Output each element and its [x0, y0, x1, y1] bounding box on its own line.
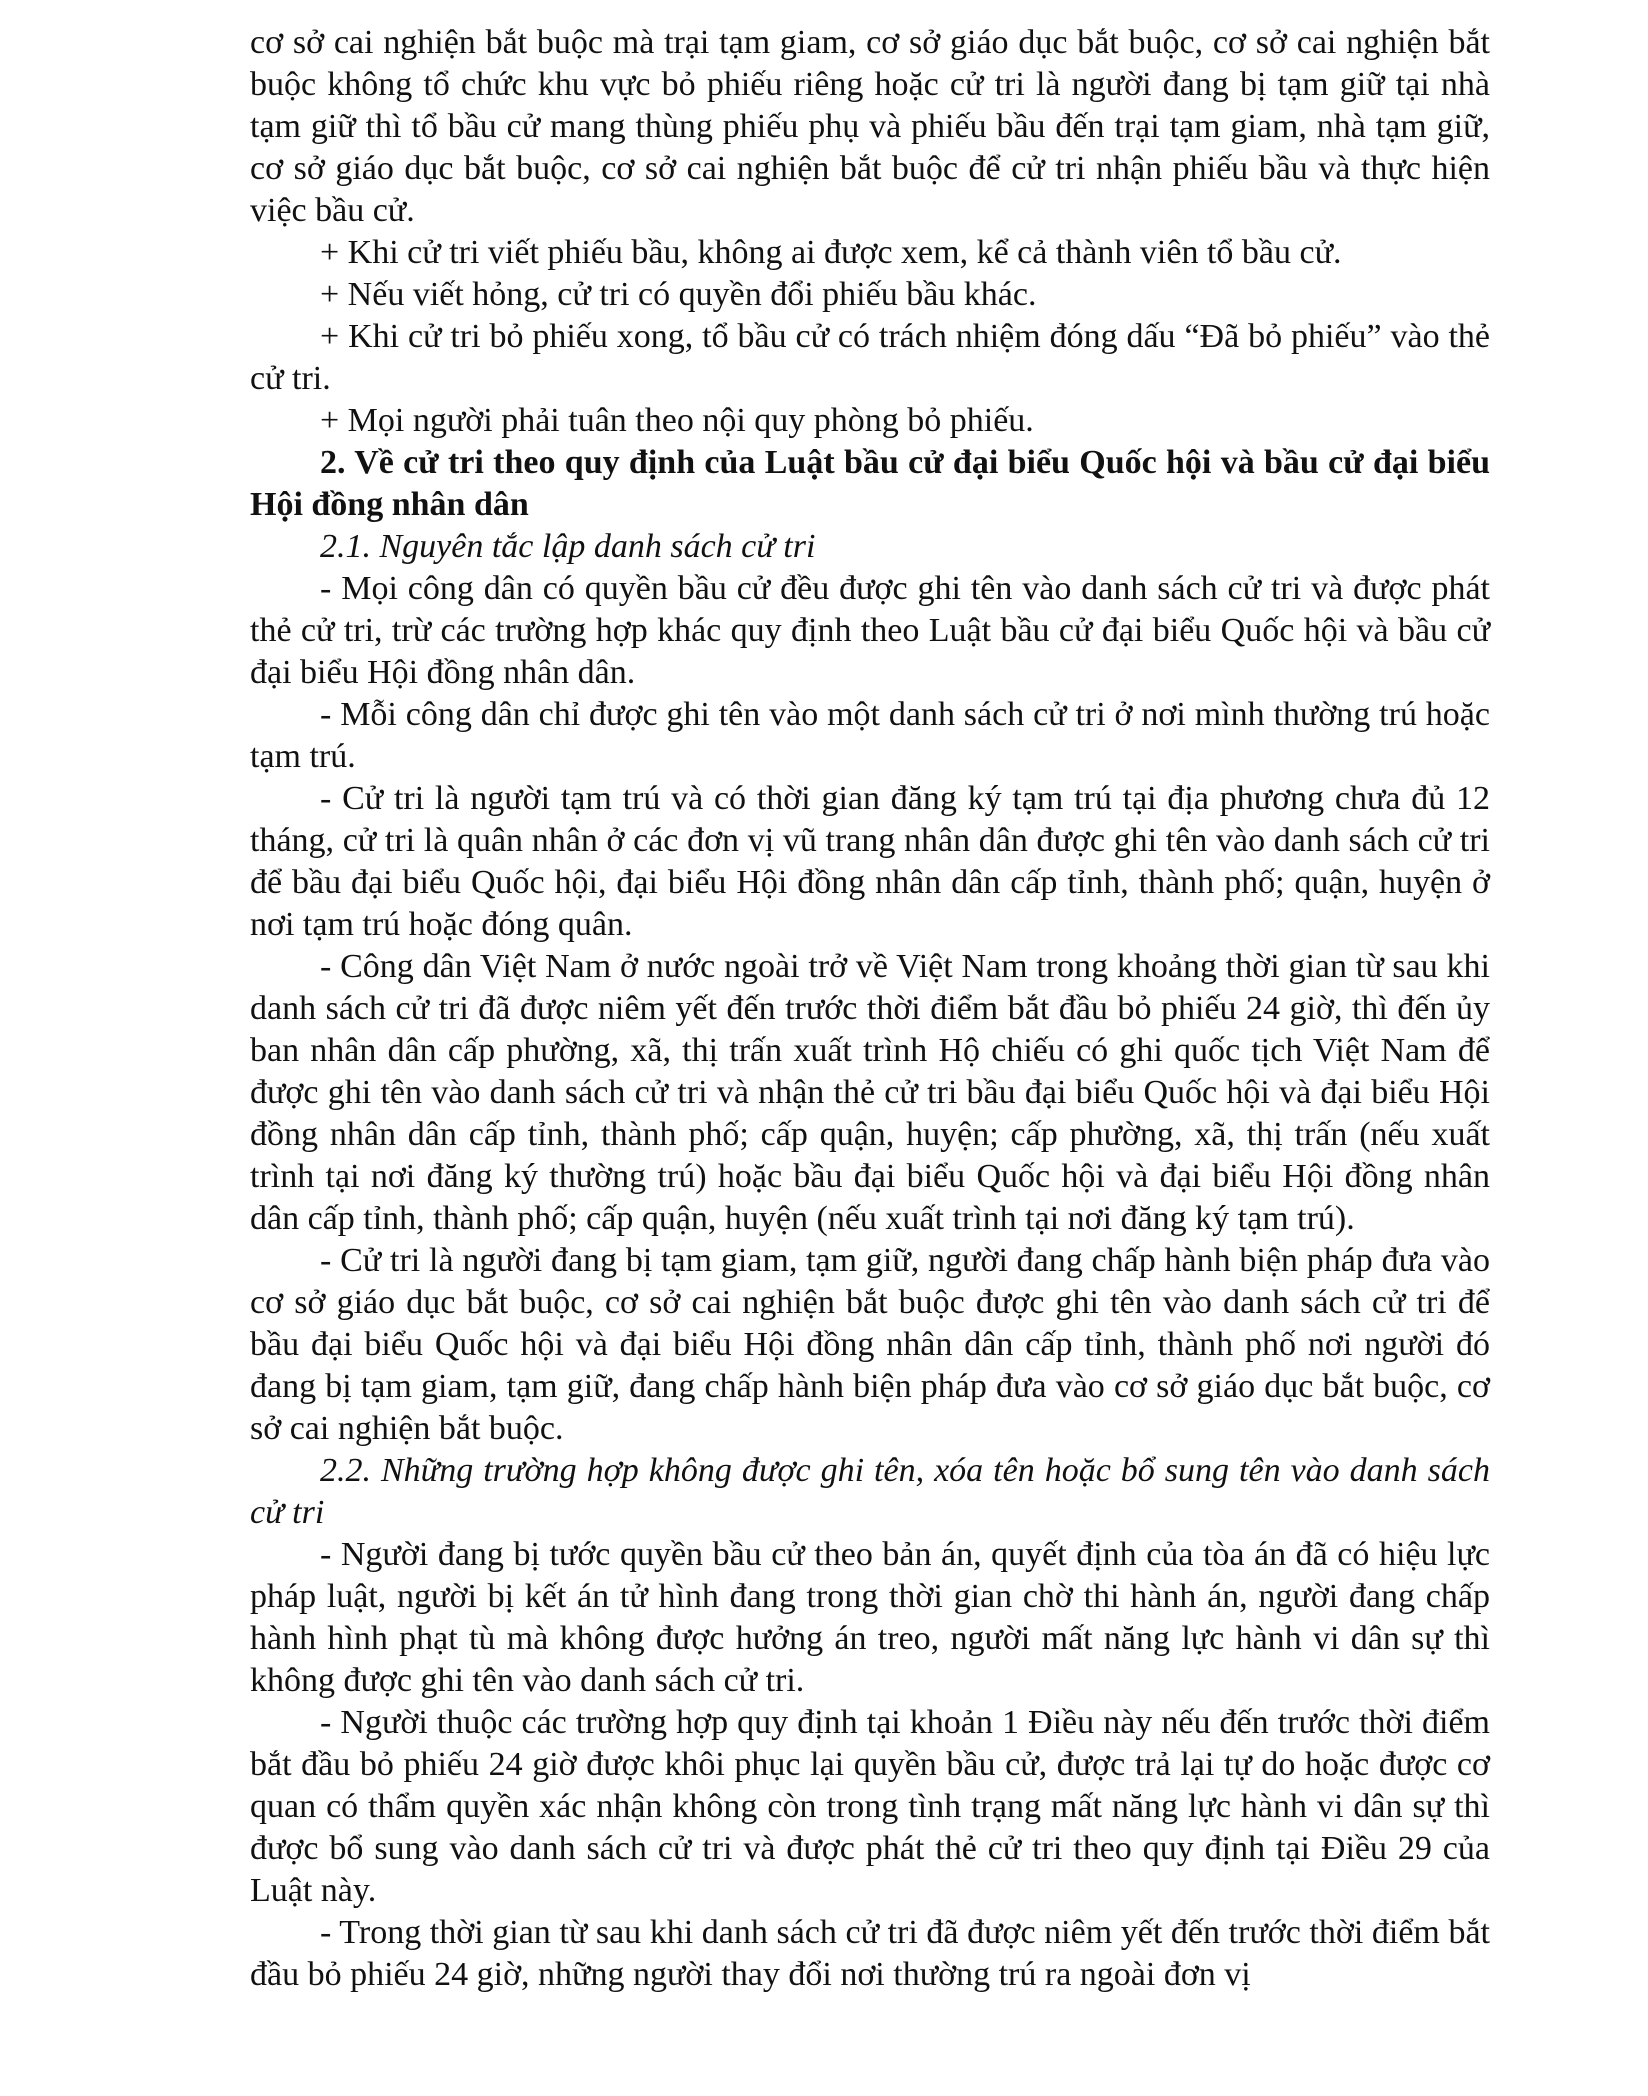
- paragraph-bullet-rules: + Mọi người phải tuân theo nội quy phòng bỏ phiếu.: [320, 402, 1034, 439]
- paragraph-change-residence: - Trong thời gian từ sau khi danh sách cử tri đã được niêm yết đến trước thời điểm bắt đầu bỏ phiếu 24 giờ, những người thay đổi nơi thường trú ra ngoài đơn vị: [250, 1914, 1490, 1993]
- document-page: [250, 22, 1490, 1996]
- paragraph-all-citizens: - Mọi công dân có quyền bầu cử đều được ghi tên vào danh sách cử tri và được phát thẻ cử tri, trừ các trường hợp khác quy định theo Luật bầu cử đại biểu Quốc hội và bầu cử đại biểu Hội đồng nhân dân.: [250, 570, 1490, 691]
- paragraph-bullet-no-viewing: + Khi cử tri viết phiếu bầu, không ai được xem, kể cả thành viên tổ bầu cử.: [320, 234, 1342, 271]
- paragraph-bullet-stamp-card: + Khi cử tri bỏ phiếu xong, tổ bầu cử có trách nhiệm đóng dấu “Đã bỏ phiếu” vào thẻ cử tri.: [250, 318, 1490, 397]
- paragraph-bullet-spoiled-ballot: + Nếu viết hỏng, cử tri có quyền đổi phiếu bầu khác.: [320, 276, 1037, 313]
- section-heading-2: 2. Về cử tri theo quy định của Luật bầu cử đại biểu Quốc hội và bầu cử đại biểu Hội đồng nhân dân: [250, 444, 1490, 523]
- paragraph-overseas-citizens: - Công dân Việt Nam ở nước ngoài trở về Việt Nam trong khoảng thời gian từ sau khi danh sách cử tri đã được niêm yết đến trước thời điểm bắt đầu bỏ phiếu 24 giờ, thì đến ủy ban nhân dân cấp phường, xã, thị trấn xuất trình Hộ chiếu có ghi quốc tịch Việt Nam để được ghi tên vào danh sách cử tri và nhận thẻ cử tri bầu đại biểu Quốc hội và đại biểu Hội đồng nhân dân cấp tỉnh, thành phố; cấp quận, huyện; cấp phường, xã, thị trấn (nếu xuất trình tại nơi đăng ký thường trú) hoặc bầu đại biểu Quốc hội và đại biểu Hội đồng nhân dân cấp tỉnh, thành phố; cấp quận, huyện (nếu xuất trình tại nơi đăng ký tạm trú).: [250, 948, 1490, 1237]
- paragraph-continuation: cơ sở cai nghiện bắt buộc mà trại tạm giam, cơ sở giáo dục bắt buộc, cơ sở cai nghiện bắt buộc không tổ chức khu vực bỏ phiếu riêng hoặc cử tri là người đang bị tạm giữ tại nhà tạm giữ thì tổ bầu cử mang thùng phiếu phụ và phiếu bầu đến trại tạm giam, nhà tạm giữ, cơ sở giáo dục bắt buộc, cơ sở cai nghiện bắt buộc để cử tri nhận phiếu bầu và thực hiện việc bầu cử.: [250, 24, 1490, 229]
- paragraph-restored-rights: - Người thuộc các trường hợp quy định tại khoản 1 Điều này nếu đến trước thời điểm bắt đầu bỏ phiếu 24 giờ được khôi phục lại quyền bầu cử, được trả lại tự do hoặc được cơ quan có thẩm quyền xác nhận không còn trong tình trạng mất năng lực hành vi dân sự thì được bổ sung vào danh sách cử tri và được phát thẻ cử tri theo quy định tại Điều 29 của Luật này.: [250, 1704, 1490, 1909]
- subheading-2-2: 2.2. Những trường hợp không được ghi tên, xóa tên hoặc bổ sung tên vào danh sách cử tri: [250, 1452, 1490, 1531]
- paragraph-detained-voters: - Cử tri là người đang bị tạm giam, tạm giữ, người đang chấp hành biện pháp đưa vào cơ sở giáo dục bắt buộc, cơ sở cai nghiện bắt buộc được ghi tên vào danh sách cử tri để bầu đại biểu Quốc hội và đại biểu Hội đồng nhân dân cấp tỉnh, thành phố nơi người đó đang bị tạm giam, tạm giữ, đang chấp hành biện pháp đưa vào cơ sở giáo dục bắt buộc, cơ sở cai nghiện bắt buộc.: [250, 1242, 1490, 1447]
- paragraph-temporary-residents: - Cử tri là người tạm trú và có thời gian đăng ký tạm trú tại địa phương chưa đủ 12 tháng, cử tri là quân nhân ở các đơn vị vũ trang nhân dân được ghi tên vào danh sách cử tri để bầu đại biểu Quốc hội, đại biểu Hội đồng nhân dân cấp tỉnh, thành phố; quận, huyện ở nơi tạm trú hoặc đóng quân.: [250, 780, 1490, 943]
- paragraph-one-list: - Mỗi công dân chỉ được ghi tên vào một danh sách cử tri ở nơi mình thường trú hoặc tạm trú.: [250, 696, 1490, 775]
- paragraph-deprived-rights: - Người đang bị tước quyền bầu cử theo bản án, quyết định của tòa án đã có hiệu lực pháp luật, người bị kết án tử hình đang trong thời gian chờ thi hành án, người đang chấp hành hình phạt tù mà không được hưởng án treo, người mất năng lực hành vi dân sự thì không được ghi tên vào danh sách cử tri.: [250, 1536, 1490, 1699]
- subheading-2-1: 2.1. Nguyên tắc lập danh sách cử tri: [320, 528, 816, 565]
